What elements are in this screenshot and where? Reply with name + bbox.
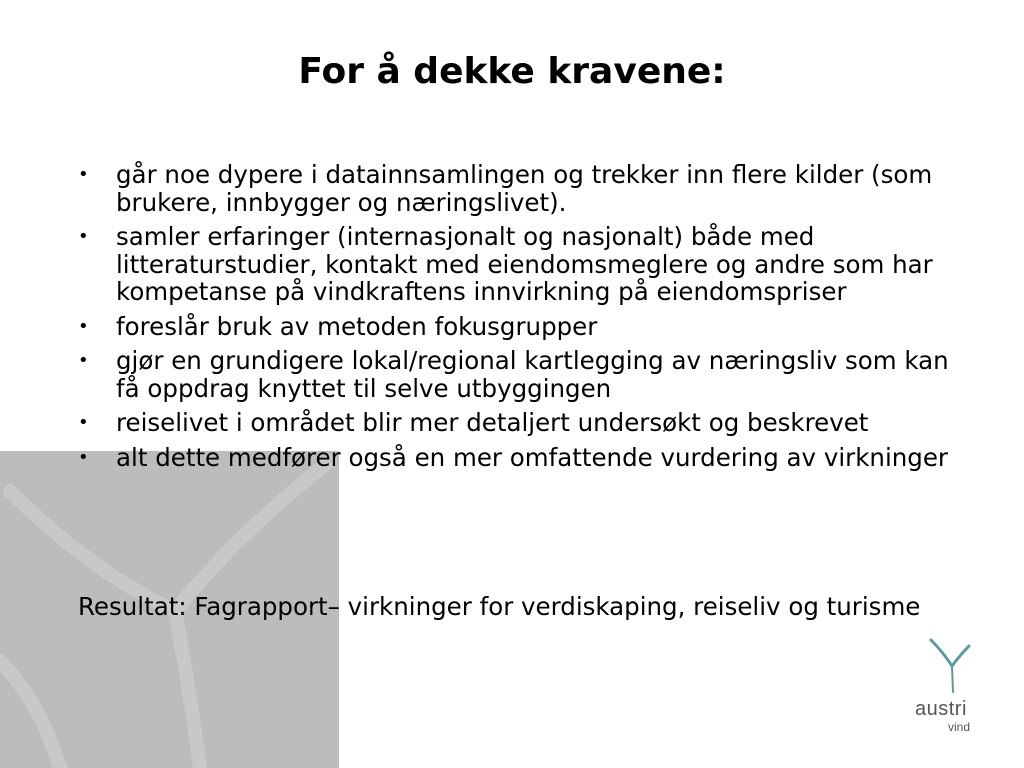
bullet-icon: • <box>78 446 89 468</box>
list-item-text: går noe dypere i datainnsamlingen og trekker inn flere kilder (som brukere, innbygger og næringslivet). <box>116 160 933 217</box>
list-item <box>78 313 978 341</box>
turbine-blades-icon <box>925 636 975 694</box>
list-item-text: samler erfaringer (internasjonalt og nasjonalt) både med litteraturstudier, kontakt med eiendomsmeglere og andre som har kompetanse på vindkraftens innvirkning på eiendomspriser <box>116 222 933 306</box>
bullet-icon: • <box>78 164 89 185</box>
bullet-icon: • <box>78 412 89 433</box>
logo-sub-text: vind <box>948 720 971 734</box>
list-item-text: gjør en grundigere lokal/regional kartlegging av næringsliv som kan få oppdrag knyttet til selve utbyggingen <box>116 346 949 403</box>
list-item-text: alt dette medfører også en mer omfattende vurdering av virkninger <box>116 442 948 472</box>
result-paragraph: Resultat: Fagrapport– virkninger for verdiskaping, reiseliv og turisme <box>78 592 921 621</box>
bullet-icon: • <box>78 350 89 371</box>
list-item <box>78 444 978 472</box>
list-item <box>78 409 978 437</box>
slide-title: For å dekke kravene: <box>298 51 726 92</box>
bullet-icon: • <box>78 315 89 337</box>
list-item <box>78 161 978 216</box>
bullet-list <box>78 161 978 478</box>
bullet-icon: • <box>78 226 89 247</box>
list-item <box>78 223 978 306</box>
austri-vind-logo <box>905 636 995 736</box>
logo-name-text: austri <box>915 698 967 720</box>
list-item <box>78 347 978 402</box>
list-item-text: reiselivet i området blir mer detaljert undersøkt og beskrevet <box>116 408 869 437</box>
list-item-text: foreslår bruk av metoden fokusgrupper <box>116 311 598 341</box>
